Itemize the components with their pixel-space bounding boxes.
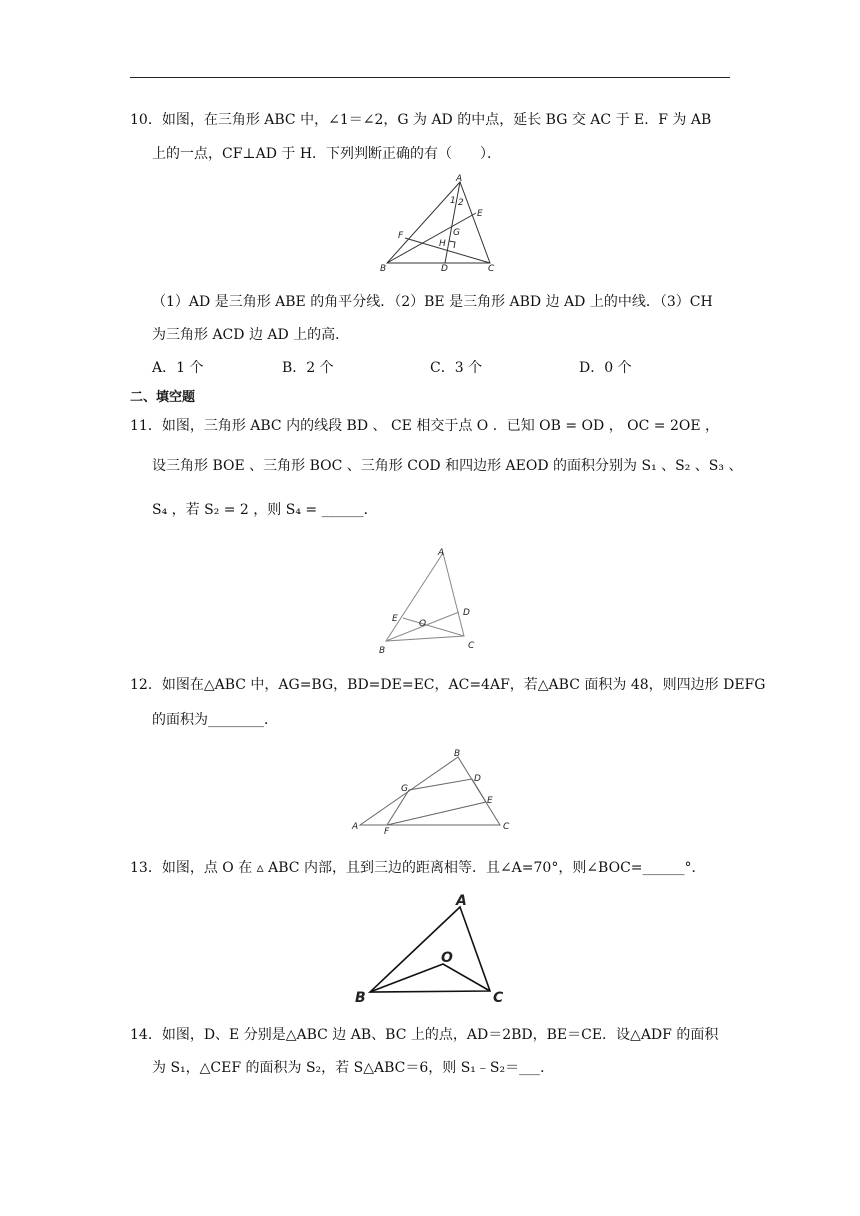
q10-label-G: G <box>453 228 460 238</box>
q10-statements-line-2: 为三角形 ACD 边 AD 上的高． <box>152 327 350 343</box>
q11-line-3: S₄ ，若 S₂ = 2 ，则 S₄ = ______． <box>152 502 378 518</box>
q12-label-B: B <box>454 749 461 759</box>
q10-line-1: 10．如图，在三角形 ABC 中，∠1＝∠2，G 为 AD 的中点，延长 BG 交 AC 于 E．F 为 AB <box>130 112 712 128</box>
q10-label-B: B <box>380 264 387 274</box>
q12-figure <box>350 745 520 835</box>
section-title: 二、填空题 <box>130 390 196 405</box>
q12-label-F: F <box>384 827 390 837</box>
q13-label-B: B <box>355 990 366 1006</box>
q13-label-C: C <box>493 990 504 1006</box>
q11-label-A: A <box>438 548 445 558</box>
q12-label-E: E <box>487 796 493 806</box>
q10-label-C: C <box>488 264 495 274</box>
q10-option-a: A．1 个 <box>152 360 204 376</box>
q10-option-c: C．3 个 <box>430 360 483 376</box>
q10-label-D: D <box>441 264 448 274</box>
q10-label-H: H <box>439 239 446 249</box>
q13-label-A: A <box>456 893 467 909</box>
q10-option-d: D．0 个 <box>579 360 632 376</box>
q10-label-A: A <box>456 174 463 184</box>
q12-label-C: C <box>503 822 510 832</box>
q10-figure <box>380 175 510 275</box>
q12-line-1: 12．如图在△ABC 中，AG=BG，BD=DE=EC，AC=4AF，若△ABC 面积为 48，则四边形 DEFG <box>130 677 766 693</box>
q10-line-2: 上的一点，CF⊥AD 于 H．下列判断正确的有（ ）． <box>152 146 502 162</box>
q14-line-1: 14．如图，D、E 分别是△ABC 边 AB、BC 上的点，AD＝2BD，BE＝CE．设△ADF 的面积 <box>130 1027 719 1043</box>
q11-label-O: O <box>419 619 427 629</box>
q11-line-1: 11．如图，三角形 ABC 内的线段 BD 、 CE 相交于点 O ．已知 OB = OD ， OC = 2OE ， <box>130 418 720 434</box>
q12-line-2: 的面积为________． <box>152 712 278 728</box>
q10-label-2: 2 <box>458 198 464 208</box>
q11-label-B: B <box>379 646 386 656</box>
q10-label-1: 1 <box>450 196 456 206</box>
q11-line-2: 设三角形 BOE 、三角形 BOC 、三角形 COD 和四边形 AEOD 的面积分别为 S₁ 、S₂ 、S₃ 、 <box>152 458 743 474</box>
q11-label-D: D <box>463 608 470 618</box>
q11-label-E: E <box>392 614 398 624</box>
q10-option-b: B．2 个 <box>282 360 334 376</box>
q12-label-D: D <box>474 774 481 784</box>
q12-label-G: G <box>401 784 408 794</box>
q11-figure <box>376 545 486 660</box>
header-rule <box>130 77 730 78</box>
q10-label-F: F <box>398 231 404 241</box>
q12-label-A: A <box>352 822 359 832</box>
q14-line-2: 为 S₁，△CEF 的面积为 S₂，若 S△ABC＝6，则 S₁﹣S₂＝___． <box>152 1060 555 1076</box>
q13-label-O: O <box>441 950 453 966</box>
q10-label-E: E <box>477 209 483 219</box>
q13-figure <box>350 890 520 1005</box>
q13-line-1: 13．如图，点 O 在 ▵ ABC 内部，且到三边的距离相等．且∠A=70°，则∠BOC=______°． <box>130 860 706 876</box>
q11-label-C: C <box>468 641 475 651</box>
q10-statements-line-1: （1）AD 是三角形 ABE 的角平分线．（2）BE 是三角形 ABD 边 AD 上的中线．（3）CH <box>152 294 713 310</box>
